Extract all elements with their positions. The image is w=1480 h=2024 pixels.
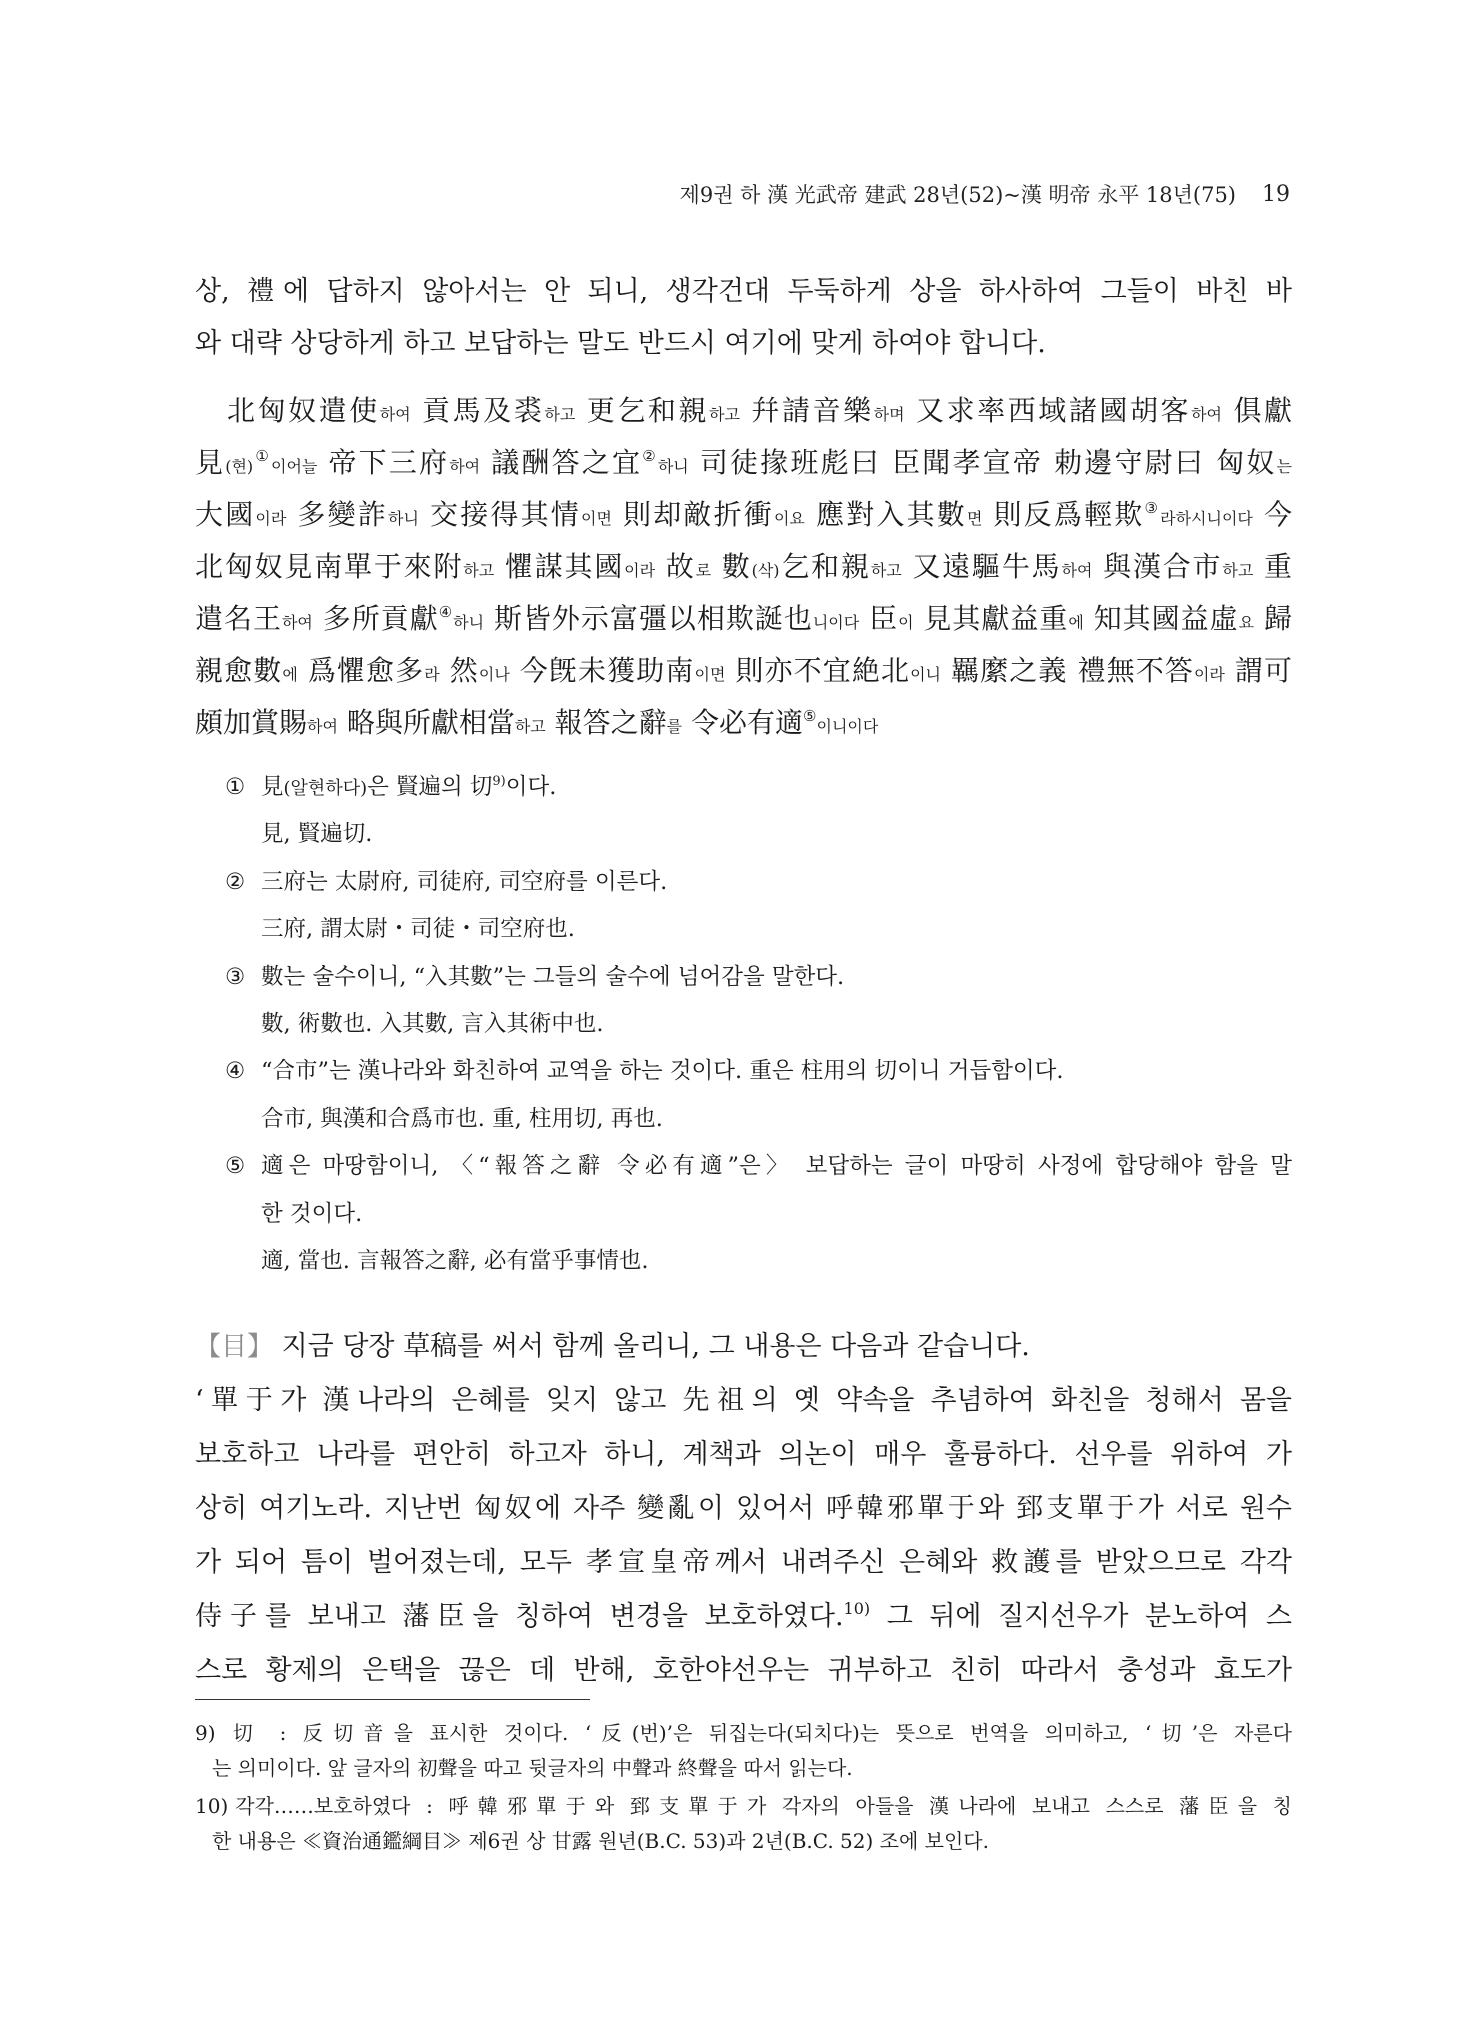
section-marker: 【目】 (195, 1332, 274, 1362)
hanja-text: 爲懼愈多 (297, 654, 425, 687)
note-text (261, 774, 556, 800)
footnote-number: 9) (195, 1721, 216, 1745)
translation-paragraph (195, 266, 1292, 370)
toto-particle: 요 (1238, 613, 1255, 632)
toto-particle: 이라 (1193, 665, 1225, 684)
hanja-text: 多所貢獻 (312, 602, 439, 635)
text-run: “合市”는 漢나라와 화친하여 교역을 하는 것이다. 重은 柱用의 切이니 거듭함이다. (261, 1058, 1064, 1085)
hanja-text: 多變詐 (286, 498, 388, 531)
hanja-text: 貢馬及裘 (410, 394, 545, 427)
commentary-notes (225, 764, 1292, 1285)
hanja-text: 北匈奴見南單于來附 (195, 550, 464, 583)
hanmun-line (195, 645, 1292, 697)
note-number: ① (225, 774, 246, 800)
mok-line (195, 1428, 1292, 1482)
text-run: 見 (261, 774, 284, 800)
note-ref-marker: ④ (438, 603, 454, 621)
hanja-text: 則却敵折衝 (611, 498, 774, 531)
toto-particle: 하니 (388, 509, 419, 528)
toto-particle: (현) (225, 457, 254, 476)
toto-particle: 하고 (544, 405, 576, 424)
hanja-text: 重 (1253, 550, 1292, 583)
footnote-number: 10) (195, 1794, 229, 1818)
note-text (261, 869, 667, 895)
note-item (225, 1143, 1292, 1285)
hanja-text: 應對入其數 (804, 498, 967, 531)
text-run: 가 되어 틈이 벌어졌는데, 모두 孝宣皇帝께서 내려주신 은혜와 救護를 받았으므로 각각 (195, 1547, 1292, 1578)
toto-particle: 하고 (709, 405, 740, 424)
hanja-text: 知其國益虛 (1083, 602, 1239, 635)
hanja-text: 令必有適 (682, 706, 804, 739)
footnote-rule (195, 1699, 590, 1700)
note-ref-marker: 10) (843, 1599, 871, 1618)
toto-particle: 이어늘 (270, 457, 318, 476)
hanja-text: 臣 (859, 602, 899, 635)
note-number: ③ (225, 963, 246, 990)
text-run: 이다. (505, 774, 557, 800)
mok-line (195, 1482, 1292, 1536)
footnote-line (195, 1789, 1292, 1824)
toto-particle: 하니 (453, 613, 485, 632)
hanja-text: 謂可 (1224, 654, 1292, 687)
text-run: 適은 마땅함이니, 〈“報答之辭 令必有適”은〉 보답하는 글이 마땅히 사정에 합당해야 함을 말 (261, 1153, 1292, 1180)
hanja-text: 大國 (195, 498, 256, 531)
running-title: 제9권 하 漢 光武帝 建武 28년(52)~漢 明帝 永平 18년(75) (679, 183, 1236, 207)
text-run: 數는 술수이니, “入其數”는 그들의 술수에 넘어감을 말한다. (261, 963, 845, 990)
footnote-line: 한 내용은 ≪資治通鑑綱目≫ 제6권 상 甘露 원년(B.C. 53)과 2년(B.C. 52) 조에 보인다. (212, 1829, 989, 1853)
text-run: 三府는 太尉府, 司徒府, 司空府를 이른다. (261, 868, 668, 895)
translation-line: 와 대략 상당하게 하고 보답하는 말도 반드시 여기에 맞게 하여야 합니다. (195, 328, 1046, 359)
toto-particle: 이니이다 (816, 717, 879, 736)
toto-particle: 하여 (449, 457, 481, 476)
mok-line (195, 1590, 1292, 1644)
footnote-text: 切 : 反切音을 표시한 것이다. ‘反(번)’은 뒤집는다(되치다)는 뜻으로 번역을 의미하고, ‘切’은 자른다 (222, 1721, 1292, 1745)
footnote-text: 각각……보호하였다 : 呼韓邪單于와 郅支單于가 각자의 아들을 漢나라에 보내고 스스로 藩臣을 칭 (235, 1794, 1292, 1818)
note-text (261, 1153, 1292, 1179)
hanja-text: 懼謀其國 (494, 550, 625, 583)
running-header (195, 180, 1290, 210)
footnotes (195, 1716, 1292, 1859)
mok-line (195, 1644, 1292, 1698)
hanja-text: 議酬答之宜 (480, 446, 643, 479)
note-line (225, 1143, 1292, 1190)
footnote-line: 는 의미이다. 앞 글자의 初聲을 따고 뒷글자의 中聲과 終聲을 따서 읽는다. (212, 1756, 853, 1780)
toto-particle: 는 (1276, 457, 1292, 476)
hanja-text: 又求率西域諸國胡客 (904, 394, 1192, 427)
footnote-item (195, 1716, 1292, 1786)
toto-particle: 하고 (1222, 561, 1254, 580)
hanja-text: 故 (655, 550, 696, 583)
hanmun-line (195, 437, 1292, 489)
toto-particle: 를 (666, 717, 683, 736)
text-run: 은 賢遍의 切 (367, 774, 493, 800)
footnote-item (195, 1789, 1292, 1859)
hanja-text: 北匈奴遣使 (227, 394, 380, 427)
hanmun-line (195, 541, 1292, 593)
toto-particle: 하여 (379, 405, 411, 424)
toto-particle: 하여 (1191, 405, 1222, 424)
hanja-text: 今旣未獲助南 (509, 654, 695, 687)
note-text (261, 1058, 1064, 1084)
hanmun-paragraph (195, 385, 1292, 749)
gloss-text: (알현하다) (283, 778, 368, 799)
hanmun-line (195, 593, 1292, 645)
hanja-text: 數 (711, 550, 752, 583)
toto-particle: 하고 (463, 561, 495, 580)
hanja-text: 與漢合市 (1092, 550, 1223, 583)
note-item (225, 764, 1292, 859)
note-line (225, 1001, 1292, 1048)
hanja-text: 見其獻益重 (913, 602, 1069, 635)
hanmun-line (195, 697, 1292, 749)
toto-particle: 이나 (478, 665, 510, 684)
note-ref-marker: 9) (492, 774, 506, 789)
note-item (225, 859, 1292, 954)
hanja-text: 更乞和親 (575, 394, 710, 427)
toto-particle: 하고 (514, 717, 546, 736)
hanja-text: 羈縻之義 禮無不答 (941, 654, 1194, 687)
note-text (261, 964, 844, 990)
toto-particle: 이라 (624, 561, 656, 580)
toto-particle: 에 (282, 665, 298, 684)
text-run: ‘單于가 漢나라의 은혜를 잊지 않고 先祖의 옛 약속을 추념하여 화친을 청해서 몸을 (195, 1385, 1292, 1416)
hanja-text: 斯皆外示富彊以相欺誕也 (484, 602, 813, 635)
footnote-line (195, 1716, 1292, 1751)
mok-line (195, 1320, 1292, 1374)
toto-particle: 라 (424, 665, 440, 684)
note-ref-marker: ① (253, 447, 271, 465)
toto-particle: 라하시니이다 (1160, 509, 1253, 528)
toto-particle: 하며 (873, 405, 905, 424)
toto-particle: 이 (898, 613, 914, 632)
note-number: ④ (225, 1058, 246, 1085)
toto-particle: 면 (966, 509, 983, 528)
text-run: 보호하고 나라를 편안히 하고자 하니, 계책과 의논이 매우 훌륭하다. 선우를 위하여 가 (195, 1439, 1292, 1470)
page-number: 19 (1262, 182, 1290, 207)
text-run: 適, 當也. 言報答之辭, 必有當乎事情也. (261, 1247, 649, 1274)
text-run: 그 뒤에 질지선우가 분노하여 스 (870, 1601, 1292, 1632)
toto-particle: 이면 (580, 509, 612, 528)
hanja-text: 然 (439, 654, 479, 687)
note-ref-marker: ② (642, 447, 658, 465)
note-line (225, 1191, 1292, 1238)
toto-particle: 이면 (694, 665, 726, 684)
note-line (225, 1096, 1292, 1143)
text-run: 合市, 與漢和合爲市也. 重, 柱用切, 再也. (261, 1105, 663, 1132)
hanja-text: 則亦不宜絶北 (725, 654, 911, 687)
text-run: 見, 賢遍切. (261, 821, 373, 848)
note-number: ② (225, 868, 246, 895)
text-run: 지금 당장 草稿를 써서 함께 올리니, 그 내용은 다음과 같습니다. (273, 1331, 1030, 1362)
toto-particle: 하여 (281, 613, 313, 632)
note-line (225, 1048, 1292, 1095)
note-item (225, 1048, 1292, 1143)
mok-line (195, 1536, 1292, 1590)
hanja-text: 司徒掾班彪曰 臣聞孝宣帝 勅邊守尉曰 匈奴 (688, 446, 1277, 479)
note-line (225, 954, 1292, 1001)
note-line (225, 906, 1292, 953)
text-run: 상히 여기노라. 지난번 匈奴에 자주 變亂이 있어서 呼韓邪單于와 郅支單于가 서로 원수 (195, 1493, 1292, 1524)
hanja-text: 遣名王 (195, 602, 282, 635)
text-run: 數, 術數也. 入其數, 言入其術中也. (261, 1010, 604, 1037)
hanja-text: 又遠驅牛馬 (901, 550, 1062, 583)
text-run: 스로 황제의 은택을 끊은 데 반해, 호한야선우는 귀부하고 친히 따라서 충성과 효도가 (195, 1655, 1292, 1686)
hanmun-line (195, 489, 1292, 541)
note-line (225, 859, 1292, 906)
note-line (225, 764, 1292, 811)
toto-particle: 이라 (255, 509, 287, 528)
note-item (225, 954, 1292, 1049)
toto-particle: 로 (695, 561, 712, 580)
hanja-text: 親愈數 (195, 654, 283, 687)
toto-particle: 이요 (773, 509, 805, 528)
note-ref-marker: ③ (1144, 499, 1161, 517)
translation-line: 상, 禮에 답하지 않아서는 안 되니, 생각건대 두둑하게 상을 하사하여 그들이 바친 바 (195, 276, 1292, 307)
toto-particle: 하여 (1061, 561, 1093, 580)
hanja-text: 報答之辭 (545, 706, 667, 739)
hanja-text: 見 (195, 446, 226, 479)
note-line (225, 811, 1292, 858)
hanja-text: 頗加賞賜 (195, 706, 308, 739)
text-run: 한 것이다. (261, 1200, 363, 1227)
toto-particle: 하니 (657, 457, 689, 476)
note-number: ⑤ (225, 1153, 246, 1180)
hanja-text: 則反爲輕欺 (982, 498, 1145, 531)
hanja-text: 帝下三府 (317, 446, 450, 479)
toto-particle: 니이다 (812, 613, 860, 632)
hanja-text: 略與所獻相當 (337, 706, 515, 739)
text-run: 三府, 謂太尉・司徒・司空府也. (261, 916, 575, 943)
note-ref-marker: ⑤ (803, 707, 817, 725)
toto-particle: 하여 (307, 717, 338, 736)
mok-line (195, 1374, 1292, 1428)
hanja-text: 幷請音樂 (739, 394, 874, 427)
hanja-text: 交接得其情 (418, 498, 581, 531)
hanja-text: 乞和親 (779, 550, 871, 583)
hanmun-line (195, 385, 1292, 437)
hanja-text: 今 (1252, 498, 1292, 531)
toto-particle: 이니 (910, 665, 942, 684)
toto-particle: 에 (1068, 613, 1084, 632)
mok-paragraph (195, 1320, 1292, 1698)
text-run: 侍子를 보내고 藩臣을 칭하여 변경을 보호하였다. (195, 1601, 844, 1632)
toto-particle: (삭) (751, 561, 780, 580)
hanja-text: 歸 (1254, 602, 1292, 635)
hanja-text: 俱獻 (1222, 394, 1292, 427)
note-line (225, 1238, 1292, 1285)
toto-particle: 하고 (870, 561, 902, 580)
